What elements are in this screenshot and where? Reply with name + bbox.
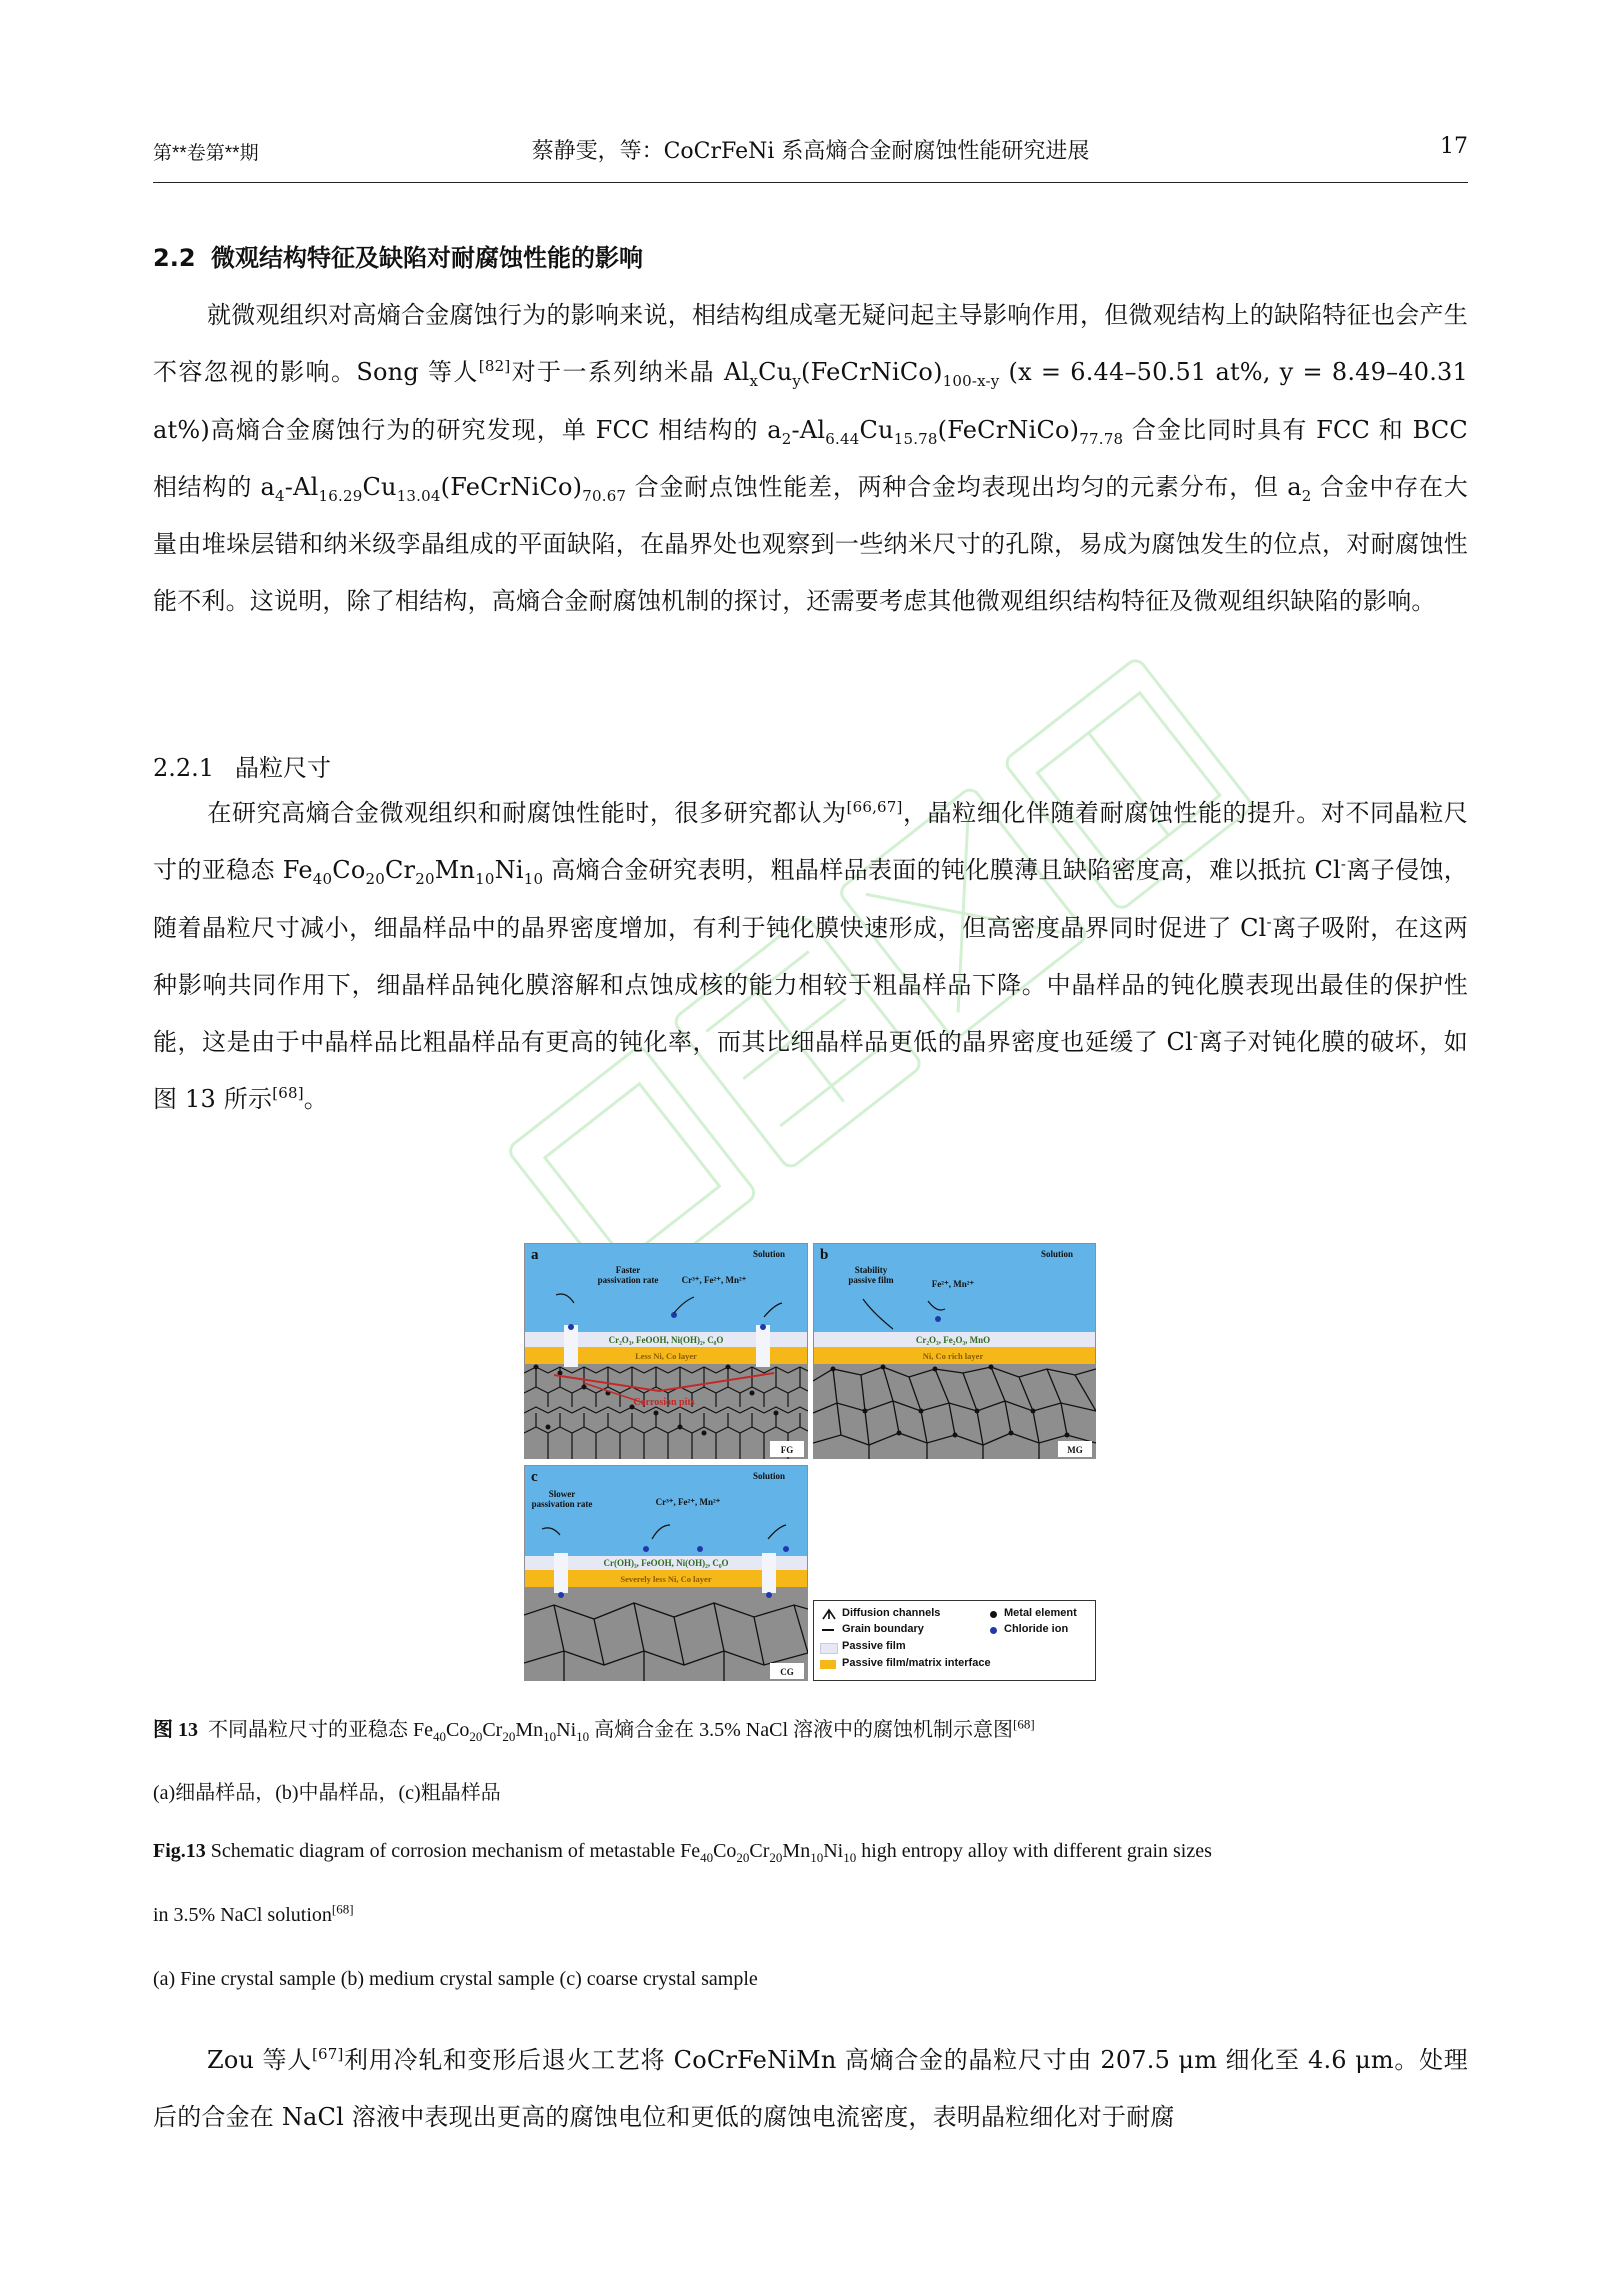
subsection-title: 晶粒尺寸 — [235, 754, 331, 782]
panel-rate-label-2: passivation rate — [531, 1499, 593, 1509]
subscript: 40 — [312, 870, 333, 889]
figure-panel-a — [524, 1243, 808, 1459]
text: 高熵合金在 3.5% NaCl 溶液中的腐蚀机制示意图 — [589, 1719, 1014, 1741]
subscript: 40 — [433, 1729, 446, 1744]
citation: [82] — [478, 357, 511, 376]
text: Cr — [482, 1719, 503, 1741]
panel-letter: b — [820, 1247, 829, 1263]
subscript: 10 — [810, 1850, 824, 1865]
panel-layer-label: Ni, Co rich layer — [922, 1351, 984, 1361]
figure-caption-en — [153, 1840, 1468, 1863]
superscript: - — [1340, 855, 1347, 874]
subscript: 10 — [475, 870, 495, 889]
text: 对于一系列纳米晶 Al — [510, 358, 750, 387]
text: Ni — [823, 1840, 844, 1862]
subscript: 20 — [469, 1729, 483, 1744]
citation: [67] — [311, 2045, 344, 2063]
legend-film: Passive film — [842, 1640, 906, 1652]
subscript: 2 — [781, 429, 792, 448]
figure-subcaption-en: (a) Fine crystal sample (b) medium crystal sample (c) coarse crystal sample — [153, 1968, 758, 1990]
legend-chloride: Chloride ion — [1004, 1623, 1069, 1635]
text: 离子对钝化膜的破坏，如图 13 所示 — [153, 1028, 1469, 1114]
section-title: 微观结构特征及缺陷对耐腐蚀性能的影响 — [211, 244, 643, 272]
section-heading — [153, 238, 643, 273]
text: Co — [332, 856, 366, 885]
subscript: 20 — [769, 1850, 783, 1865]
text: 在研究高熵合金微观组织和耐腐蚀性能时，很多研究都认为 — [207, 799, 847, 827]
text: -Al — [791, 415, 826, 444]
text: Mn — [515, 1719, 544, 1741]
superscript: - — [1266, 912, 1272, 931]
subscript: 20 — [736, 1850, 750, 1865]
text: Ni — [556, 1719, 577, 1741]
text: Cu — [859, 415, 894, 444]
subscript: 20 — [365, 870, 385, 889]
legend-grain: Grain boundary — [842, 1623, 924, 1635]
panel-tag: MG — [1067, 1445, 1083, 1455]
text: Ni — [494, 856, 524, 885]
text: 高熵合金研究表明，粗晶样品表面的钝化膜薄且缺陷密度高，难以抵抗 Cl — [543, 856, 1341, 885]
header-page-number: 17 — [1440, 134, 1468, 159]
text: Co — [446, 1719, 470, 1741]
panel-pits-label: Corrosion pits — [633, 1397, 695, 1408]
grain-boundary-icon — [822, 1629, 834, 1631]
subscript: 6.44 — [825, 429, 860, 448]
interface-swatch — [820, 1660, 836, 1669]
figure-13 — [524, 1243, 1096, 1681]
figure-panel-c — [524, 1465, 808, 1681]
panel-rate-label-2: passivation rate — [597, 1275, 659, 1285]
panel-solution-label: Solution — [1041, 1249, 1074, 1259]
text: 合金中存在大量由堆垛层错和纳米级孪晶组成的平面缺陷，在晶界处也观察到一些纳米尺寸的孔隙，易成为腐蚀发生的位点，对耐腐蚀性能不利。这说明，除了相结构，高熵合金耐腐蚀机制的探讨，还需要考虑其他微观组织结构特征及微观组织缺陷的影响。 — [153, 472, 1468, 616]
panel-rate-label-2: passive film — [848, 1275, 894, 1285]
panel-film-label: Cr₂O₃, FeOOH, Ni(OH)₂, C₀O — [608, 1335, 724, 1345]
text: 。 — [303, 1085, 328, 1114]
subscript: 13.04 — [396, 486, 441, 505]
chloride-ion-icon — [990, 1627, 997, 1634]
subscript: 70.67 — [582, 486, 627, 505]
text: (FeCrNiCo) — [801, 358, 943, 387]
panel-solution-label: Solution — [753, 1471, 786, 1481]
subscript: 10 — [576, 1729, 590, 1744]
panel-tag: FG — [780, 1445, 794, 1455]
legend-interface: Passive film/matrix interface — [842, 1657, 991, 1669]
text: 合金比同时具有 FCC 和 BCC 相结构的 a — [153, 415, 1468, 501]
panel-film-label: Cr₂O₃, Fe₂O₃, MnO — [915, 1335, 991, 1345]
text: 就微观组织对高熵合金腐蚀行为的影响来说，相结构组成毫无疑问起主导影响作用，但微观结构上的缺陷特征也会产生不容忽视的影响。Song 等人 — [153, 301, 1468, 387]
panel-solution-label: Solution — [753, 1249, 786, 1259]
running-header — [153, 132, 1468, 183]
citation: [68] — [1013, 1716, 1035, 1732]
panel-ions-label: Fe²⁺, Mn²⁺ — [931, 1279, 975, 1289]
panel-letter: c — [531, 1469, 538, 1485]
subscript: 2 — [1301, 486, 1312, 505]
text: -Al — [284, 472, 319, 501]
header-title: 蔡静雯，等：CoCrFeNi 系高熵合金耐腐蚀性能研究进展 — [531, 139, 1090, 164]
panel-rate-label: Stability — [854, 1265, 888, 1275]
citation: [66,67] — [846, 798, 903, 816]
paragraph-3 — [153, 2032, 1468, 2147]
text: ，晶粒细化伴随着耐腐蚀性能的提升。对不同晶粒尺寸的亚稳态 Fe — [153, 799, 1468, 885]
panel-letter: a — [531, 1247, 539, 1263]
text: Zou 等人 — [207, 2046, 312, 2074]
subscript: 4 — [275, 486, 285, 505]
subscript: 16.29 — [318, 486, 363, 505]
subscript: 10 — [843, 1850, 857, 1865]
header-volume: 第**卷第**期 — [153, 143, 259, 164]
subscript: 100-x-y — [942, 372, 1000, 391]
paragraph-2 — [153, 785, 1468, 1129]
figure-legend — [813, 1600, 1096, 1681]
panel-rate-label: Slower — [548, 1489, 576, 1499]
text: Mn — [782, 1840, 811, 1862]
subscript: 10 — [523, 870, 544, 889]
subscript: 10 — [543, 1729, 557, 1744]
text: Cr — [384, 856, 416, 885]
figure-panel-b — [813, 1243, 1096, 1459]
text: Cr — [749, 1840, 770, 1862]
subscript: 15.78 — [893, 429, 938, 448]
subscript: 77.78 — [1079, 429, 1124, 448]
figure-caption-en-line2 — [153, 1901, 1468, 1927]
citation: [68] — [272, 1084, 304, 1103]
text: (FeCrNiCo) — [440, 472, 583, 501]
paragraph-1 — [153, 287, 1468, 631]
text: 利用冷轧和变形后退火工艺将 CoCrFeNiMn 高熵合金的晶粒尺寸由 207.5 μm 细化至 4.6 μm。处理后的合金在 NaCl 溶液中表现出更高的腐蚀电位和更低的腐蚀电流密度，表明晶粒细化对于耐腐 — [153, 2046, 1468, 2132]
text: Co — [713, 1840, 737, 1862]
text: Cu — [362, 472, 397, 501]
subscript: 20 — [415, 870, 435, 889]
subsection-number: 2.2.1 — [153, 754, 215, 782]
text: (x = 6.44–50.51 at%, y = 8.49–40.31 at%)高熵合金腐蚀行为的研究发现，单 FCC 相结构的 a — [153, 358, 1468, 444]
figure-caption-cn — [153, 1713, 1468, 1742]
text: high entropy alloy with different grain sizes — [856, 1840, 1212, 1862]
panel-layer-label: Less Ni, Co layer — [635, 1351, 697, 1361]
text: (FeCrNiCo) — [937, 415, 1080, 444]
text: in 3.5% NaCl solution — [153, 1904, 332, 1926]
metal-element-icon — [990, 1611, 997, 1618]
diffusion-channel-icon — [822, 1608, 836, 1620]
section-number: 2.2 — [153, 244, 196, 272]
subsection-heading — [153, 748, 331, 783]
superscript: - — [1192, 1027, 1199, 1046]
subscript: 20 — [502, 1729, 516, 1744]
caption-label: 图 13 — [153, 1719, 198, 1741]
panel-rate-label: Faster — [615, 1265, 641, 1275]
passive-film-swatch — [820, 1643, 838, 1654]
text: Cu — [758, 358, 793, 387]
panel-layer-label: Severely less Ni, Co layer — [620, 1574, 712, 1584]
caption-label: Fig.13 — [153, 1840, 206, 1862]
panel-ions-label: Cr³⁺, Fe²⁺, Mn²⁺ — [681, 1275, 747, 1285]
legend-diffusion: Diffusion channels — [842, 1607, 941, 1619]
panel-film-label: Cr(OH)₃, FeOOH, Ni(OH)₂, C₀O — [603, 1558, 729, 1568]
panel-ions-label: Cr³⁺, Fe²⁺, Mn²⁺ — [655, 1497, 721, 1507]
figure-subcaption-cn: (a)细晶样品，(b)中晶样品，(c)粗晶样品 — [153, 1782, 501, 1804]
text: 离子侵蚀，随着晶粒尺寸减小，细晶样品中的晶界密度增加，有利于钝化膜快速形成，但高密度晶界同时促进了 Cl — [153, 856, 1469, 942]
text: 离子吸附，在这两种影响共同作用下，细晶样品钝化膜溶解和点蚀成核的能力相较于粗晶样品下降。中晶样品的钝化膜表现出最佳的保护性能，这是由于中晶样品比粗晶样品有更高的钝化率，而其比细晶样品更低的晶界密度也延缓了 Cl — [153, 913, 1468, 1057]
subscript: 40 — [700, 1850, 714, 1865]
text: 合金耐点蚀性能差，两种合金均表现出均匀的元素分布，但 a — [626, 472, 1302, 501]
text: Mn — [434, 856, 476, 885]
text: Schematic diagram of corrosion mechanism of metastable Fe — [205, 1840, 701, 1862]
text: 不同晶粒尺寸的亚稳态 Fe — [208, 1719, 433, 1741]
subscript: x — [749, 372, 759, 391]
citation: [68] — [331, 1901, 354, 1917]
panel-tag: CG — [780, 1667, 794, 1677]
legend-metal: Metal element — [1004, 1607, 1077, 1619]
subscript: y — [792, 372, 802, 391]
